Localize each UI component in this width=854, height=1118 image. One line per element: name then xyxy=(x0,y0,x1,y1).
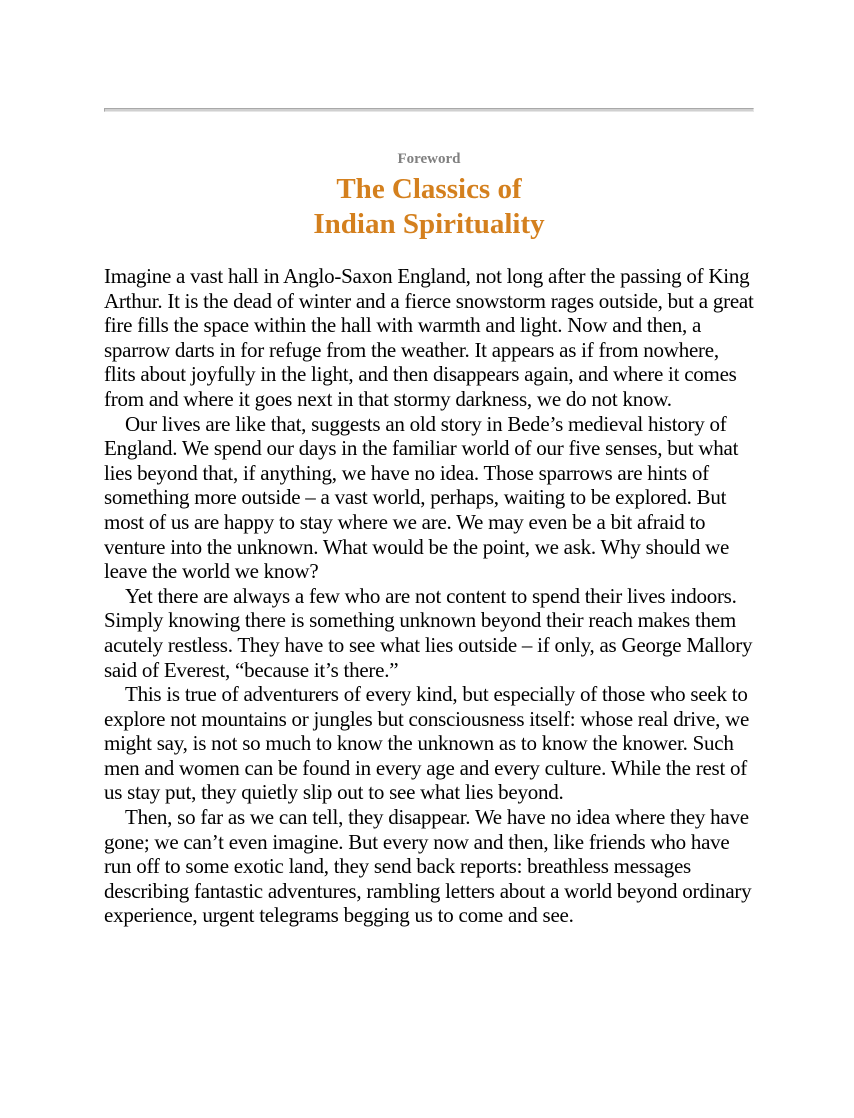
body-text xyxy=(104,264,754,928)
paragraph-1: Imagine a vast hall in Anglo-Saxon England, not long after the passing of King Arthur. It is the dead of winter and a fierce snowstorm rages outside, but a great fire fills the space within the hall with warmth and light. Now and then, a sparrow darts in for refuge from the weather. It appears as if from nowhere, flits about joyfully in the light, and then disappears again, and where it comes from and where it goes next in that stormy darkness, we do not know. xyxy=(104,264,754,411)
paragraph-5: Then, so far as we can tell, they disappear. We have no idea where they have gone; we can’t even imagine. But every now and then, like friends who have run off to some exotic land, they send back reports: breathless messages describing fantastic adventures, rambling letters about a world beyond ordinary experience, urgent telegrams begging us to come and see. xyxy=(104,805,752,928)
paragraph-3: Yet there are always a few who are not content to spend their lives indoors. Simply knowing there is something unknown beyond their reach makes them acutely restless. They have to see what lies outside – if only, as George Mallory said of Everest, “because it’s there.” xyxy=(104,583,753,682)
horizontal-rule xyxy=(104,108,754,112)
page-title xyxy=(104,172,754,242)
paragraph-2: Our lives are like that, suggests an old story in Bede’s medieval history of England. We spend our days in the familiar world of our five senses, but what lies beyond that, if anything, we have no idea. Those sparrows are hints of something more outside – a vast world, perhaps, waiting to be explored. But most of us are happy to stay where we are. We may even be a bit afraid to venture into the unknown. What would be the point, we ask. Why should we leave the world we know? xyxy=(104,411,739,584)
document-page xyxy=(104,108,754,928)
title-line-1: The Classics of xyxy=(336,173,522,205)
section-kicker: Foreword xyxy=(397,151,461,167)
paragraph-4: This is true of adventurers of every kind, but especially of those who seek to explore not mountains or jungles but consciousness itself: whose real drive, we might say, is not so much to know the unknown as to know the knower. Such men and women can be found in every age and every culture. While the rest of us stay put, they quietly slip out to see what lies beyond. xyxy=(104,682,750,805)
title-line-2: Indian Spirituality xyxy=(313,208,545,240)
